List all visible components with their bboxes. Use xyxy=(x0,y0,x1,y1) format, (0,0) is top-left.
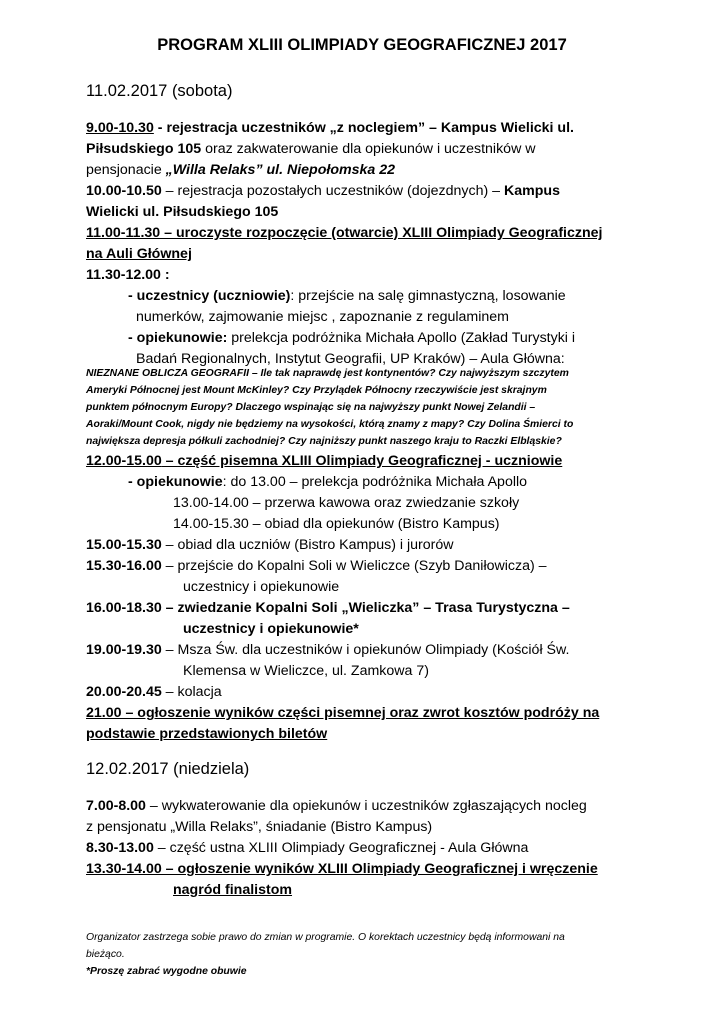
line-text: prelekcja podróżnika Michała Apollo (Zakład Turystyki i xyxy=(227,330,576,346)
time-label: 20.00-20.45 xyxy=(86,684,162,700)
day1-line-2 xyxy=(86,139,536,159)
lecture-description-5: największa depresja półkuli zachodniej? Czy najniższy punkt naszego kraju to Raczki Elbląskie? xyxy=(86,436,562,447)
time-label: 10.00-10.50 xyxy=(86,183,162,199)
line-text: Kampus Wielicki ul. xyxy=(440,120,574,136)
line-text: - opiekunowie: xyxy=(128,330,228,346)
day2-line-1 xyxy=(86,796,587,816)
line-text: – rejestracja pozostałych uczestników (dojezdnych) – xyxy=(161,183,504,199)
time-label: 9.00-10.30 xyxy=(86,120,154,136)
day1-heading: 11.02.2017 (sobota) xyxy=(86,82,233,100)
line-text: Kampus xyxy=(503,183,560,199)
day2-line-3 xyxy=(86,838,528,858)
day1-line-12: Badań Regionalnych, Instytut Geografii, UP Kraków) – Aula Główna: xyxy=(136,351,565,367)
day1-line-3 xyxy=(86,160,395,180)
line-text: - opiekunowie xyxy=(128,474,223,490)
time-label: 15.00-15.30 xyxy=(86,537,162,553)
lecture-description-4: Aoraki/Mount Cook, nigdy nie będziemy na wysokości, którą znamy z mapy? Czy Dolina Śmierci to xyxy=(86,419,574,430)
day1-line-23: Klemensa w Wieliczce, ul. Zamkowa 7) xyxy=(183,663,429,679)
day1-line-7: na Auli Głównej xyxy=(86,246,192,262)
line-text: : przejście na salę gimnastyczną, losowanie xyxy=(290,288,566,304)
day1-line-15: 13.00-14.00 – przerwa kawowa oraz zwiedzanie szkoły xyxy=(173,495,520,511)
day1-line-18 xyxy=(86,556,547,576)
day1-line-1 xyxy=(86,118,574,138)
line-text: – obiad dla uczniów (Bistro Kampus) i jurorów xyxy=(161,537,454,553)
day1-line-24 xyxy=(86,682,222,702)
time-label: 19.00-19.30 xyxy=(86,642,162,658)
time-label: 7.00-8.00 xyxy=(86,798,146,814)
day1-line-17 xyxy=(86,535,454,555)
day1-line-21: uczestnicy i opiekunowie* xyxy=(183,621,359,637)
line-text: – xyxy=(161,453,178,469)
lecture-description-2: Ameryki Północnej jest Mount McKinley? Czy Przylądek Północny rzeczywiście jest skrajnym xyxy=(86,385,547,396)
day2-line-4: 13.30-14.00 – ogłoszenie wyników XLIII Olimpiady Geograficznej i wręczenie xyxy=(86,861,598,877)
time-label: 12.00-15.00 xyxy=(86,453,162,469)
day1-line-16: 14.00-15.30 – obiad dla opiekunów (Bistro Kampus) xyxy=(173,516,500,532)
footer-note-2: bieżąco. xyxy=(86,949,125,960)
lecture-description-3: punktem północnym Europy? Dlaczego wspinając się na najwyższy punkt Nowej Zelandii – xyxy=(86,402,536,413)
day1-line-11 xyxy=(128,328,575,348)
day1-line-22 xyxy=(86,640,569,660)
day2-line-2: z pensjonatu „Willa Relaks”, śniadanie (Bistro Kampus) xyxy=(86,819,433,835)
line-text: – przejście do Kopalni Soli w Wieliczce (Szyb Daniłowicza) – xyxy=(161,558,547,574)
day1-line-4 xyxy=(86,181,560,201)
line-text: pensjonacie xyxy=(86,162,166,178)
day1-line-8: 11.30-12.00 : xyxy=(86,267,170,283)
day1-line-19: uczestnicy i opiekunowie xyxy=(183,579,340,595)
line-text: - rejestracja uczestników „z noclegiem” – xyxy=(153,120,441,136)
day1-line-26: podstawie przedstawionych biletów xyxy=(86,726,328,742)
day1-line-14 xyxy=(128,472,527,492)
line-text: część pisemna XLIII Olimpiady Geograficznej - uczniowie xyxy=(177,453,563,469)
day1-line-5: Wielicki ul. Piłsudskiego 105 xyxy=(86,204,279,220)
day1-line-13 xyxy=(86,451,562,471)
line-text: : do 13.00 – prelekcja podróżnika Michała Apollo xyxy=(222,474,528,490)
lecture-description-1: NIEZNANE OBLICZA GEOGRAFII – Ile tak naprawdę jest kontynentów? Czy najwyższym szczytem xyxy=(86,368,569,379)
line-text: – wykwaterowanie dla opiekunów i uczestników zgłaszających nocleg xyxy=(145,798,587,814)
line-text: Piłsudskiego 105 xyxy=(86,141,202,157)
day1-line-9 xyxy=(128,286,566,306)
line-text: oraz zakwaterowanie dla opiekunów i uczestników w xyxy=(201,141,536,157)
document-title: PROGRAM XLIII OLIMPIADY GEOGRAFICZNEJ 2017 xyxy=(157,36,567,54)
line-text: „Willa Relaks” ul. Niepołomska 22 xyxy=(165,162,395,178)
line-text: - uczestnicy (uczniowie) xyxy=(128,288,291,304)
line-text: – kolacja xyxy=(161,684,222,700)
footer-note-1: Organizator zastrzega sobie prawo do zmian w programie. O korektach uczestnicy będą informowani na xyxy=(86,932,565,943)
day2-heading: 12.02.2017 (niedziela) xyxy=(86,760,250,778)
footer-note-3: *Proszę zabrać wygodne obuwie xyxy=(86,966,247,977)
time-label: 8.30-13.00 xyxy=(86,840,154,856)
day1-line-6: 11.00-11.30 – uroczyste rozpoczęcie (otwarcie) XLIII Olimpiady Geograficznej xyxy=(86,225,603,241)
day1-line-10: numerków, zajmowanie miejsc , zapoznanie z regulaminem xyxy=(136,309,509,325)
line-text: – część ustna XLIII Olimpiady Geograficznej - Aula Główna xyxy=(153,840,529,856)
day2-line-5: nagród finalistom xyxy=(173,882,293,898)
line-text: – Msza Św. dla uczestników i opiekunów Olimpiady (Kościół Św. xyxy=(161,642,570,658)
day1-line-25: 21.00 – ogłoszenie wyników części pisemnej oraz zwrot kosztów podróży na xyxy=(86,705,600,721)
day1-line-20: 16.00-18.30 – zwiedzanie Kopalni Soli „Wieliczka” – Trasa Turystyczna – xyxy=(86,600,570,616)
time-label: 15.30-16.00 xyxy=(86,558,162,574)
